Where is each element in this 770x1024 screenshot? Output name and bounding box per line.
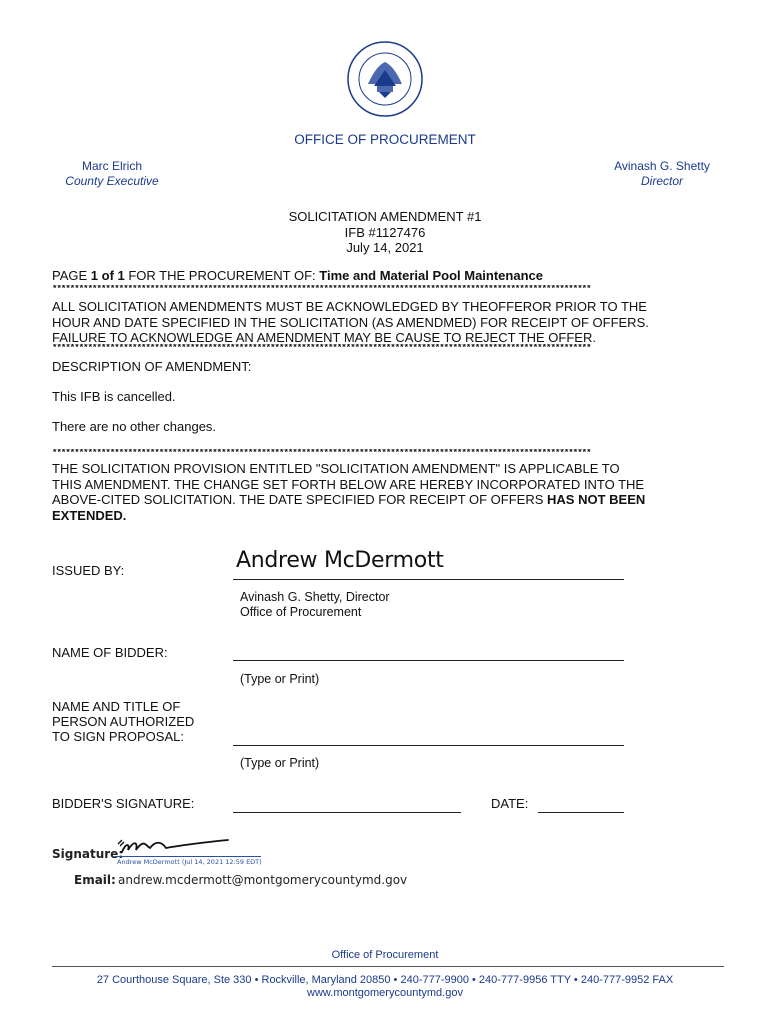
description-heading: DESCRIPTION OF AMENDMENT: xyxy=(52,359,252,374)
footer-office: Office of Procurement xyxy=(331,949,439,961)
bidder-name-label: NAME OF BIDDER: xyxy=(52,645,168,660)
issuer-signature-line xyxy=(233,579,624,580)
bidder-signature-field[interactable] xyxy=(233,812,461,813)
issued-by-label: ISSUED BY: xyxy=(52,563,125,578)
footer-divider xyxy=(52,966,724,967)
footer-address: 27 Courthouse Square, Ste 330 • Rockville, Maryland 20850 • 240-777-9900 • 240-777-9956 TTY • 240-777-9952 FAX xyxy=(96,974,674,986)
amendment-date: July 14, 2021 xyxy=(346,240,424,255)
provision-text xyxy=(52,461,727,523)
page-number: 1 of 1 xyxy=(90,268,125,283)
amendment-heading xyxy=(0,209,770,256)
executive-title: County Executive xyxy=(65,174,159,188)
bidder-name-field[interactable] xyxy=(233,660,624,661)
star-divider-2: ************************************************************************************************************************* xyxy=(52,344,591,352)
county-seal xyxy=(346,40,424,118)
footer-address-block xyxy=(0,974,770,1000)
procurement-subject: Time and Material Pool Maintenance xyxy=(319,268,543,283)
authorized-label-line-3: TO SIGN PROPOSAL: xyxy=(52,729,184,744)
provision-line-3: ABOVE-CITED SOLICITATION. THE DATE SPECIFIED FOR RECEIPT OF OFFERS xyxy=(52,492,548,507)
handwritten-signature-icon xyxy=(116,836,266,858)
esign-email: andrew.mcdermott@montgomerycountymd.gov xyxy=(118,873,408,887)
page-line xyxy=(52,268,727,284)
description-para-2: There are no other changes. xyxy=(52,419,217,434)
type-or-print-hint-1: (Type or Print) xyxy=(240,672,320,686)
director-block xyxy=(606,159,718,189)
authorized-label-line-2: PERSON AUTHORIZED xyxy=(52,714,195,729)
authorized-person-label xyxy=(52,699,194,744)
esign-stamp: Andrew McDermott (Jul 14, 2021 12:59 EDT) xyxy=(117,858,262,866)
type-or-print-hint-2: (Type or Print) xyxy=(240,756,320,770)
description-para-1: This IFB is cancelled. xyxy=(52,389,176,404)
authorized-person-field[interactable] xyxy=(233,745,624,746)
county-executive-block xyxy=(62,159,162,189)
director-name: Avinash G. Shetty xyxy=(614,159,710,173)
provision-extended: EXTENDED. xyxy=(52,507,127,523)
esign-underline xyxy=(115,856,261,857)
acknowledgement-notice xyxy=(52,299,727,346)
date-field[interactable] xyxy=(538,812,624,813)
notice-line-1: ALL SOLICITATION AMENDMENTS MUST BE ACKNOWLEDGED BY THEOFFEROR PRIOR TO THE xyxy=(52,299,647,314)
star-divider-3: ************************************************************************************************************************* xyxy=(52,449,591,457)
amendment-title: SOLICITATION AMENDMENT #1 xyxy=(288,209,482,224)
page-prefix: PAGE xyxy=(52,268,91,283)
office-title: OFFICE OF PROCUREMENT xyxy=(294,132,476,147)
notice-line-3: FAILURE TO ACKNOWLEDGE AN AMENDMENT MAY BE CAUSE TO REJECT THE OFFER. xyxy=(52,330,596,345)
issuer-details xyxy=(240,590,390,619)
executive-name: Marc Elrich xyxy=(81,159,142,173)
provision-not-extended: HAS NOT BEEN xyxy=(547,492,646,507)
esign-email-label: Email: xyxy=(74,873,116,887)
provision-line-2: THIS AMENDMENT. THE CHANGE SET FORTH BELOW ARE HEREBY INCORPORATED INTO THE xyxy=(52,476,645,492)
issuer-title: Avinash G. Shetty, Director xyxy=(240,590,390,604)
authorized-label-line-1: NAME AND TITLE OF xyxy=(52,699,181,714)
provision-line-1: THE SOLICITATION PROVISION ENTITLED "SOLICITATION AMENDMENT" IS APPLICABLE TO xyxy=(52,461,620,476)
page-middle: FOR THE PROCUREMENT OF: xyxy=(124,268,320,283)
notice-line-2: HOUR AND DATE SPECIFIED IN THE SOLICITATION (AS AMENDMED) FOR RECEIPT OF OFFERS. xyxy=(52,314,649,330)
issuer-signature: Andrew McDermott xyxy=(236,548,444,573)
esign-signature-label: Signature: xyxy=(52,847,124,861)
star-divider-1: ************************************************************************************************************************* xyxy=(52,285,591,293)
director-title: Director xyxy=(640,174,683,188)
date-label: DATE: xyxy=(491,796,529,811)
ifb-number: IFB #1127476 xyxy=(344,224,426,240)
issuer-office: Office of Procurement xyxy=(240,604,362,619)
bidder-signature-label: BIDDER'S SIGNATURE: xyxy=(52,796,195,811)
footer-website[interactable]: www.montgomerycountymd.gov xyxy=(307,987,463,999)
